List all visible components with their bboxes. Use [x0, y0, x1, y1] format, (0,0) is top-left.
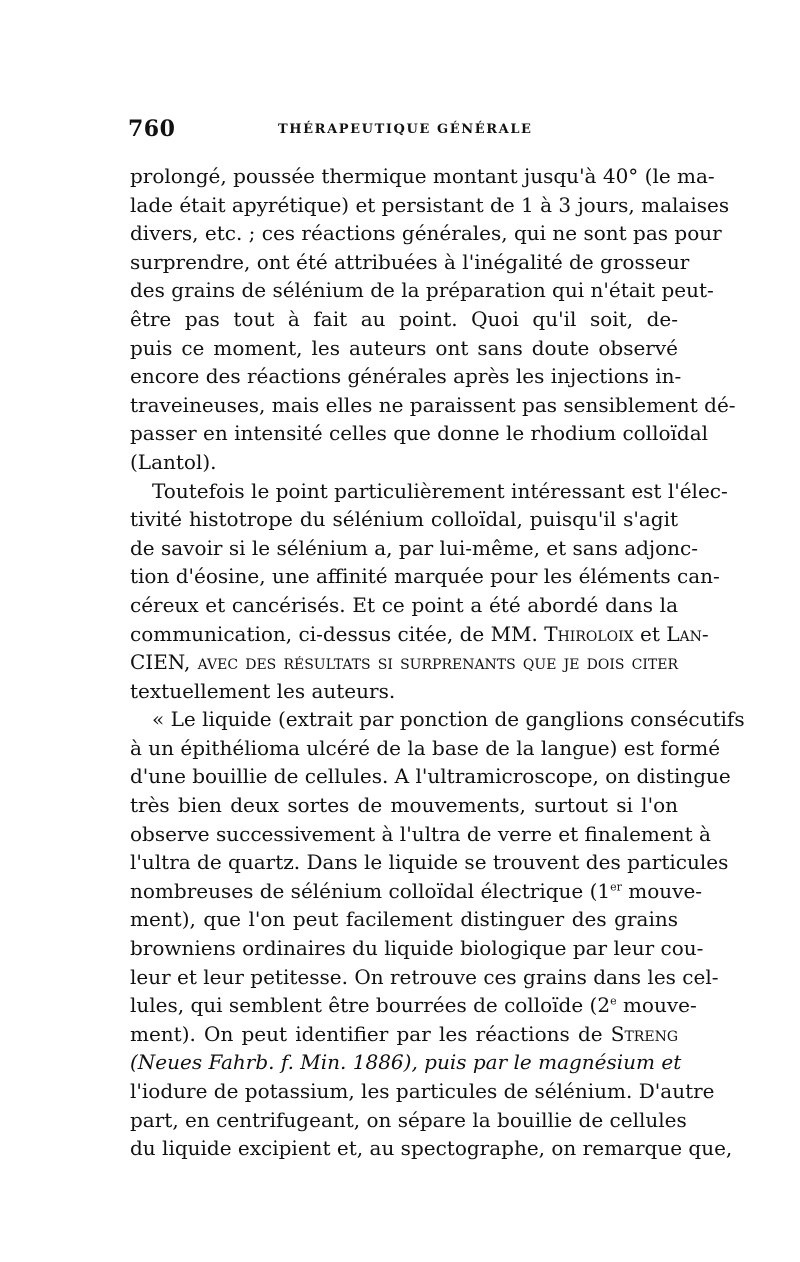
- author-name: Thiroloix: [544, 621, 634, 646]
- text-fragment: ment). On peut identifier par les réactions de: [130, 1021, 603, 1046]
- text-fragment: nombreuses de sélénium colloïdal électrique (1: [130, 878, 611, 903]
- text-line: encore des réactions générales après les injections in-: [130, 364, 682, 389]
- text-line: des grains de sélénium de la préparation qui n'était peut-: [130, 278, 714, 303]
- quote-line: ment), que l'on peut facilement distinguer des grains: [130, 907, 678, 932]
- text-line: textuellement les auteurs.: [130, 678, 396, 703]
- body-text: [130, 162, 745, 1163]
- author-name: Lan-: [666, 621, 709, 646]
- superscript: er: [610, 880, 622, 894]
- text-line: surprendre, ont été attribuées à l'inégalité de grosseur: [130, 249, 690, 274]
- quote-line: l'ultra de quartz. Dans le liquide se trouvent des particules: [130, 850, 729, 875]
- superscript: e: [610, 994, 617, 1008]
- text-line-with-authors: [130, 620, 709, 649]
- text-fragment: mouve-: [622, 993, 697, 1018]
- text-line: puis ce moment, les auteurs ont sans doute observé: [130, 335, 678, 360]
- quote-line: à un épithélioma ulcéré de la base de la langue) est formé: [130, 735, 721, 760]
- quote-line: du liquide excipient et, au spectographe, on remarque que,: [130, 1136, 733, 1161]
- text-fragment: et: [639, 621, 660, 646]
- quote-line: browniens ordinaires du liquide biologique par leur cou-: [130, 936, 704, 961]
- page-number: 760: [128, 116, 176, 142]
- quote-line: « Le liquide (extrait par ponction de ganglions consécutifs: [152, 707, 745, 732]
- text-fragment: mouve-: [628, 878, 703, 903]
- quote-line-with-superscript: [130, 877, 703, 906]
- text-line: prolongé, poussée thermique montant jusqu'à 40° (le ma-: [130, 164, 715, 188]
- text-line: [130, 648, 678, 677]
- quote-line: observe successivement à l'ultra de verre et finalement à: [130, 821, 711, 846]
- text-line: divers, etc. ; ces réactions générales, qui ne sont pas pour: [130, 221, 722, 246]
- text-line: tion d'éosine, une affinité marquée pour les éléments can-: [130, 564, 720, 589]
- text-fragment: CIEN, avec des résultats si surprenants que je dois citer: [130, 650, 678, 675]
- text-line: de savoir si le sélénium a, par lui-même, et sans adjonc-: [130, 535, 699, 560]
- text-line: Toutefois le point particulièrement intéressant est l'élec-: [152, 478, 728, 503]
- text-fragment: lules, qui semblent être bourrées de colloïde (2: [130, 993, 611, 1018]
- quote-line-with-superscript: [130, 991, 697, 1020]
- quote-line: très bien deux sortes de mouvements, surtout si l'on: [130, 793, 678, 818]
- quote-line: [130, 1048, 682, 1077]
- text-line: passer en intensité celles que donne le rhodium colloïdal: [130, 421, 709, 446]
- text-line: être pas tout à fait au point. Quoi qu'il soit, de-: [130, 306, 678, 331]
- text-line: (Lantol).: [130, 449, 217, 474]
- quote-line: part, en centrifugeant, on sépare la bouillie de cellules: [130, 1107, 687, 1132]
- text-fragment: communication, ci-dessus citée, de MM.: [130, 621, 538, 646]
- citation: (Neues Fahrb. f. Min. 1886), puis par le magnésium et: [130, 1050, 682, 1075]
- text-line: céreux et cancérisés. Et ce point a été abordé dans la: [130, 592, 678, 617]
- quote-line: l'iodure de potassium, les particules de sélénium. D'autre: [130, 1079, 715, 1103]
- running-title: THÉRAPEUTIQUE GÉNÉRALE: [278, 122, 533, 137]
- text-line: lade était apyrétique) et persistant de 1 à 3 jours, malaises: [130, 192, 730, 217]
- text-line: traveineuses, mais elles ne paraissent pas sensiblement dé-: [130, 392, 736, 417]
- quote-line-with-author: [130, 1020, 678, 1049]
- author-name: Streng: [610, 1021, 678, 1046]
- quote-line: leur et leur petitesse. On retrouve ces grains dans les cel-: [130, 964, 719, 989]
- page-header: [128, 116, 688, 146]
- quote-line: d'une bouillie de cellules. A l'ultramicroscope, on distingue: [130, 764, 731, 789]
- text-line: tivité histotrope du sélénium colloïdal, puisqu'il s'agit: [130, 507, 678, 532]
